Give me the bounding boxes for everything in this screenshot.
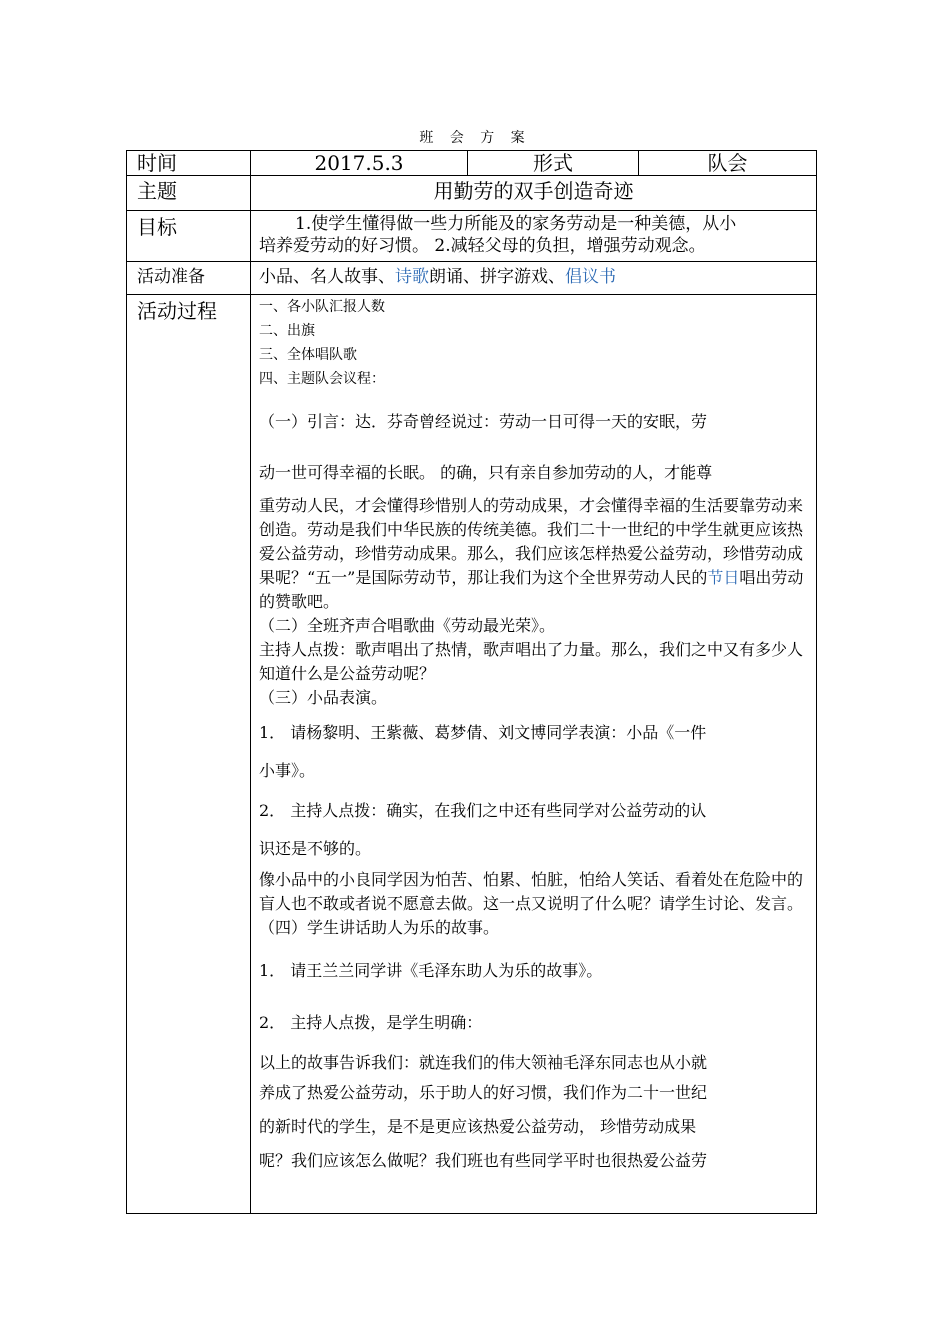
row-preparation <box>127 262 817 295</box>
prep-text-1: 小品、名人故事、 <box>259 267 395 287</box>
step-2: 二、出旗 <box>259 323 315 339</box>
festival-link[interactable]: 节日 <box>707 568 740 587</box>
process-content <box>251 295 817 1214</box>
theme-label: 主题 <box>127 176 251 211</box>
preparation-content <box>251 262 817 295</box>
intro-text-end: 唱出劳动的赞歌吧。 <box>259 568 804 611</box>
section-3-item-1-line-1: 1． 请杨黎明、王紫薇、葛梦倩、刘文博同学表演：小品《一件 <box>259 723 707 742</box>
row-process <box>127 295 817 1214</box>
closing-line-3: 的新时代的学生，是不是更应该热爱公益劳动， 珍惜劳动成果 <box>259 1117 697 1136</box>
document-title: 班 会 方 案 <box>419 130 531 146</box>
theme-value: 用勤劳的双手创造奇迹 <box>251 176 817 211</box>
intro-paragraph <box>259 494 808 614</box>
step-1: 一、各小队汇报人数 <box>259 299 385 315</box>
preparation-label: 活动准备 <box>127 262 251 295</box>
section-2-text: 主持人点拨：歌声唱出了热情，歌声唱出了力量。那么，我们之中又有多少人知道什么是公益劳动呢？ <box>259 640 804 683</box>
section-3-title: （三）小品表演。 <box>259 688 388 707</box>
section-2-title: （二）全班齐声合唱歌曲《劳动最光荣》。 <box>259 616 556 635</box>
process-label: 活动过程 <box>127 295 251 1214</box>
step-4: 四、主题队会议程： <box>259 371 385 387</box>
form-label: 形式 <box>468 151 639 176</box>
proposal-link[interactable]: 倡议书 <box>565 267 616 287</box>
closing-line-2: 养成了热爱公益劳动，乐于助人的好习惯，我们作为二十一世纪 <box>259 1083 708 1102</box>
goal-label: 目标 <box>127 211 251 262</box>
goal-content <box>251 211 817 262</box>
section-3-item-2-line-1: 2． 主持人点拨：确实，在我们之中还有些同学对公益劳动的认 <box>259 801 707 820</box>
section-3-item-1-line-2: 小事》。 <box>259 761 316 780</box>
step-3: 三、全体唱队歌 <box>259 347 357 363</box>
intro-line-1: （一）引言：达．芬奇曾经说过：劳动一日可得一天的安眠，劳 <box>259 412 708 431</box>
form-value: 队会 <box>639 151 817 176</box>
row-time <box>127 151 817 176</box>
row-theme <box>127 176 817 211</box>
prep-text-2: 朗诵、拼字游戏、 <box>429 267 565 287</box>
row-goal <box>127 211 817 262</box>
intro-text: 重劳动人民，才会懂得珍惜别人的劳动成果，才会懂得幸福的生活要靠劳动来创造。劳动是我们中华民族的传统美德。我们二十一世纪的中学生就更应该热爱公益劳动，珍惜劳动成果。那么，我们应该怎样热爱公益劳动，珍惜劳动成果呢？“五一”是国际劳动节，那让我们为这个全世界劳动人民的 <box>259 496 804 587</box>
goal-line-1: 1.使学生懂得做一些力所能及的家务劳动是一种美德，从小 <box>295 214 737 234</box>
time-value: 2017.5.3 <box>251 151 468 176</box>
section-3-text: 像小品中的小良同学因为怕苦、怕累、怕脏，怕给人笑话、看着处在危险中的盲人也不敢或者说不愿意去做。这一点又说明了什么呢？请学生讨论、发言。 <box>259 870 804 913</box>
section-4-title: （四）学生讲话助人为乐的故事。 <box>259 918 500 937</box>
poem-link[interactable]: 诗歌 <box>395 267 429 287</box>
closing-line-1: 以上的故事告诉我们：就连我们的伟大领袖毛泽东同志也从小就 <box>259 1053 708 1072</box>
intro-line-2: 动一世可得幸福的长眠。 的确，只有亲自参加劳动的人，才能尊 <box>259 463 713 482</box>
time-label: 时间 <box>127 151 251 176</box>
closing-line-4: 呢？我们应该怎么做呢？我们班也有些同学平时也很热爱公益劳 <box>259 1151 708 1170</box>
goal-line-2: 培养爱劳动的好习惯。 2.减轻父母的负担，增强劳动观念。 <box>259 236 706 256</box>
class-meeting-plan-table <box>126 150 817 1214</box>
section-4-item-1: 1． 请王兰兰同学讲《毛泽东助人为乐的故事》。 <box>259 961 603 980</box>
section-4-item-2: 2． 主持人点拨，是学生明确： <box>259 1013 483 1032</box>
section-3-item-2-line-2: 识还是不够的。 <box>259 839 372 858</box>
